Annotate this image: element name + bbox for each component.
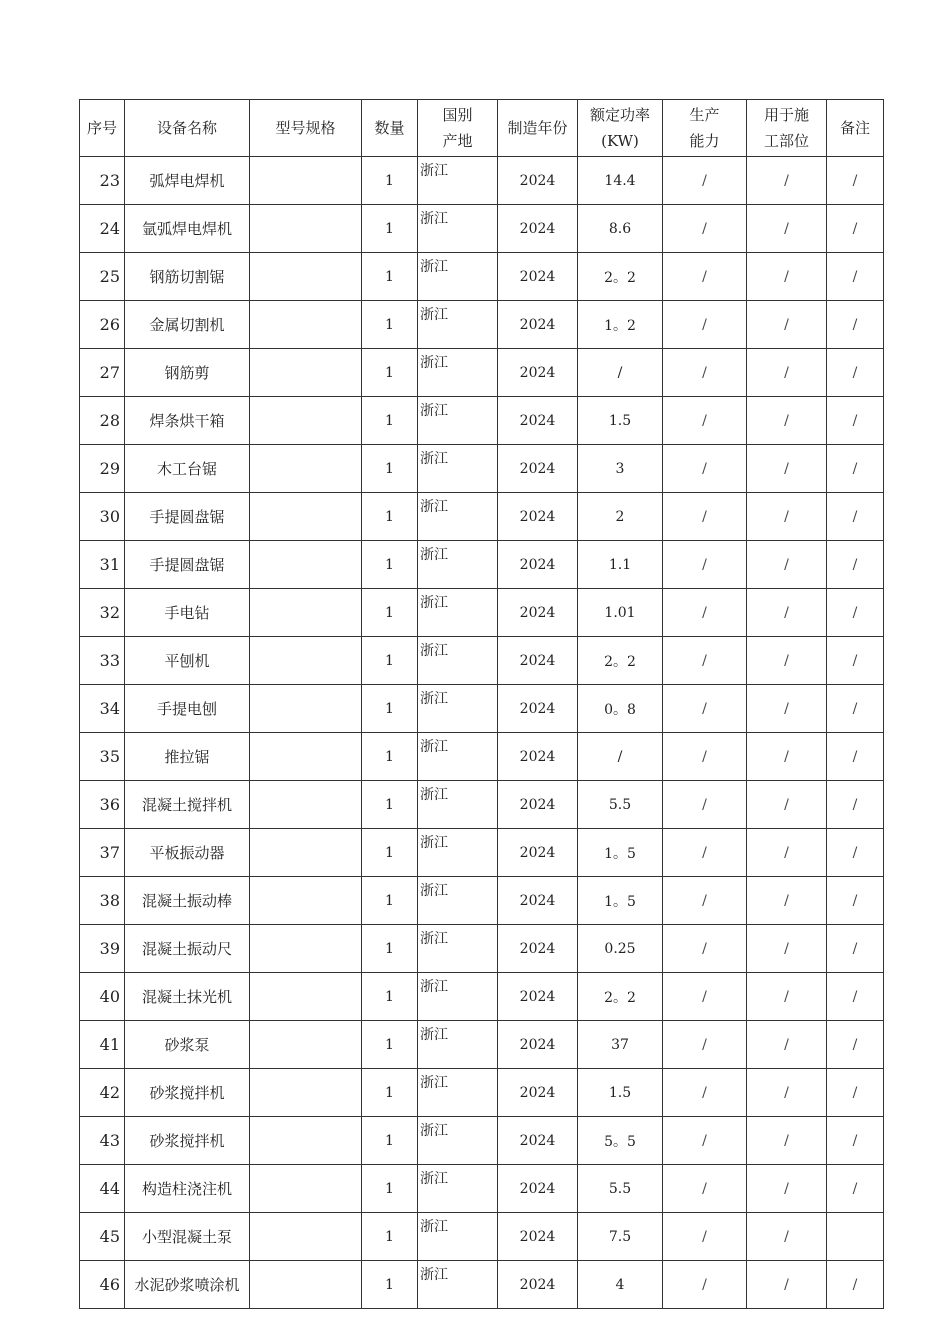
- cell-name: 钢筋切割锯: [125, 253, 250, 301]
- cell-model: [250, 397, 362, 445]
- cell-model: [250, 589, 362, 637]
- cell-origin: 浙江: [418, 541, 498, 589]
- cell-location: /: [747, 301, 827, 349]
- cell-no: 43: [80, 1117, 125, 1165]
- cell-name: 平刨机: [125, 637, 250, 685]
- table-row: [80, 1021, 884, 1069]
- table-row: [80, 1165, 884, 1213]
- header-origin-line2: 产地: [442, 132, 473, 150]
- cell-capacity: /: [663, 349, 747, 397]
- cell-power: 4: [578, 1261, 663, 1309]
- cell-location: /: [747, 1069, 827, 1117]
- cell-capacity: /: [663, 1117, 747, 1165]
- header-year: 制造年份: [498, 100, 578, 157]
- cell-no: 38: [80, 877, 125, 925]
- cell-year: 2024: [498, 973, 578, 1021]
- cell-capacity: /: [663, 493, 747, 541]
- cell-no: 35: [80, 733, 125, 781]
- cell-qty: 1: [362, 205, 418, 253]
- header-power-line1: 额定功率: [589, 106, 650, 124]
- header-capacity: [663, 100, 747, 157]
- cell-qty: 1: [362, 589, 418, 637]
- cell-model: [250, 1261, 362, 1309]
- table-row: [80, 781, 884, 829]
- cell-remark: /: [827, 1165, 884, 1213]
- cell-remark: /: [827, 637, 884, 685]
- cell-qty: 1: [362, 973, 418, 1021]
- cell-model: [250, 541, 362, 589]
- cell-year: 2024: [498, 733, 578, 781]
- table-row: [80, 157, 884, 205]
- cell-remark: /: [827, 733, 884, 781]
- header-location-line2: 工部位: [763, 132, 809, 150]
- cell-remark: /: [827, 685, 884, 733]
- header-origin-line1: 国别: [442, 106, 473, 124]
- cell-location: /: [747, 1165, 827, 1213]
- cell-origin: 浙江: [418, 301, 498, 349]
- cell-capacity: /: [663, 445, 747, 493]
- cell-location: /: [747, 397, 827, 445]
- cell-qty: 1: [362, 397, 418, 445]
- cell-qty: 1: [362, 781, 418, 829]
- table-row: [80, 733, 884, 781]
- cell-year: 2024: [498, 445, 578, 493]
- cell-location: /: [747, 253, 827, 301]
- cell-capacity: /: [663, 589, 747, 637]
- cell-power: 0.25: [578, 925, 663, 973]
- cell-year: 2024: [498, 781, 578, 829]
- table-header-row: [80, 100, 884, 157]
- cell-remark: /: [827, 925, 884, 973]
- cell-qty: 1: [362, 925, 418, 973]
- cell-remark: /: [827, 349, 884, 397]
- cell-name: 平板振动器: [125, 829, 250, 877]
- cell-location: /: [747, 685, 827, 733]
- cell-remark: /: [827, 589, 884, 637]
- cell-year: 2024: [498, 301, 578, 349]
- cell-no: 30: [80, 493, 125, 541]
- equipment-table: [79, 99, 884, 1309]
- cell-name: 氩弧焊电焊机: [125, 205, 250, 253]
- table-row: [80, 397, 884, 445]
- cell-power: 7.5: [578, 1213, 663, 1261]
- cell-no: 29: [80, 445, 125, 493]
- cell-qty: 1: [362, 541, 418, 589]
- cell-year: 2024: [498, 925, 578, 973]
- cell-model: [250, 685, 362, 733]
- header-no: 序号: [80, 100, 125, 157]
- cell-name: 混凝土振动棒: [125, 877, 250, 925]
- cell-location: /: [747, 493, 827, 541]
- header-remark: 备注: [827, 100, 884, 157]
- cell-power: 37: [578, 1021, 663, 1069]
- cell-capacity: /: [663, 925, 747, 973]
- cell-model: [250, 157, 362, 205]
- table-row: [80, 973, 884, 1021]
- cell-model: [250, 973, 362, 1021]
- cell-year: 2024: [498, 1213, 578, 1261]
- cell-qty: 1: [362, 877, 418, 925]
- cell-capacity: /: [663, 253, 747, 301]
- cell-origin: 浙江: [418, 829, 498, 877]
- cell-power: /: [578, 733, 663, 781]
- cell-location: /: [747, 541, 827, 589]
- cell-no: 45: [80, 1213, 125, 1261]
- cell-capacity: /: [663, 205, 747, 253]
- cell-origin: 浙江: [418, 589, 498, 637]
- table-row: [80, 589, 884, 637]
- cell-origin: 浙江: [418, 877, 498, 925]
- cell-no: 40: [80, 973, 125, 1021]
- cell-qty: 1: [362, 1213, 418, 1261]
- cell-origin: 浙江: [418, 1117, 498, 1165]
- cell-power: 1。5: [578, 829, 663, 877]
- cell-no: 36: [80, 781, 125, 829]
- header-location: [747, 100, 827, 157]
- cell-model: [250, 781, 362, 829]
- cell-year: 2024: [498, 589, 578, 637]
- cell-remark: /: [827, 1021, 884, 1069]
- cell-name: 砂浆搅拌机: [125, 1069, 250, 1117]
- cell-qty: 1: [362, 493, 418, 541]
- cell-model: [250, 349, 362, 397]
- cell-origin: 浙江: [418, 397, 498, 445]
- cell-remark: /: [827, 493, 884, 541]
- cell-qty: 1: [362, 637, 418, 685]
- table-row: [80, 541, 884, 589]
- cell-qty: 1: [362, 1165, 418, 1213]
- cell-qty: 1: [362, 1117, 418, 1165]
- cell-qty: 1: [362, 1069, 418, 1117]
- cell-location: /: [747, 1213, 827, 1261]
- cell-qty: 1: [362, 733, 418, 781]
- cell-origin: 浙江: [418, 157, 498, 205]
- table-row: [80, 1213, 884, 1261]
- cell-power: 0。8: [578, 685, 663, 733]
- header-power: [578, 100, 663, 157]
- table-row: [80, 445, 884, 493]
- cell-qty: 1: [362, 253, 418, 301]
- cell-power: 2。2: [578, 973, 663, 1021]
- cell-name: 金属切割机: [125, 301, 250, 349]
- cell-capacity: /: [663, 877, 747, 925]
- cell-remark: /: [827, 1261, 884, 1309]
- cell-capacity: /: [663, 781, 747, 829]
- cell-location: /: [747, 445, 827, 493]
- table-row: [80, 1069, 884, 1117]
- table-row: [80, 205, 884, 253]
- cell-year: 2024: [498, 1117, 578, 1165]
- cell-name: 手提圆盘锯: [125, 493, 250, 541]
- cell-year: 2024: [498, 349, 578, 397]
- cell-year: 2024: [498, 637, 578, 685]
- cell-origin: 浙江: [418, 349, 498, 397]
- cell-remark: /: [827, 397, 884, 445]
- cell-model: [250, 829, 362, 877]
- cell-remark: /: [827, 1069, 884, 1117]
- table-row: [80, 637, 884, 685]
- cell-location: /: [747, 925, 827, 973]
- header-name: 设备名称: [125, 100, 250, 157]
- cell-name: 水泥砂浆喷涂机: [125, 1261, 250, 1309]
- cell-capacity: /: [663, 973, 747, 1021]
- cell-name: 木工台锯: [125, 445, 250, 493]
- table-row: [80, 877, 884, 925]
- cell-name: 混凝土振动尺: [125, 925, 250, 973]
- cell-model: [250, 445, 362, 493]
- header-origin: [418, 100, 498, 157]
- cell-year: 2024: [498, 253, 578, 301]
- cell-model: [250, 1213, 362, 1261]
- cell-model: [250, 1165, 362, 1213]
- cell-remark: /: [827, 253, 884, 301]
- cell-no: 31: [80, 541, 125, 589]
- cell-power: /: [578, 349, 663, 397]
- cell-year: 2024: [498, 685, 578, 733]
- cell-remark: /: [827, 541, 884, 589]
- cell-qty: 1: [362, 1021, 418, 1069]
- cell-origin: 浙江: [418, 925, 498, 973]
- cell-name: 手提圆盘锯: [125, 541, 250, 589]
- cell-power: 5.5: [578, 781, 663, 829]
- cell-year: 2024: [498, 205, 578, 253]
- cell-remark: /: [827, 1117, 884, 1165]
- cell-no: 41: [80, 1021, 125, 1069]
- cell-year: 2024: [498, 1261, 578, 1309]
- cell-power: 2。2: [578, 253, 663, 301]
- cell-origin: 浙江: [418, 493, 498, 541]
- table-row: [80, 493, 884, 541]
- table-row: [80, 1117, 884, 1165]
- cell-capacity: /: [663, 733, 747, 781]
- cell-qty: 1: [362, 445, 418, 493]
- cell-power: 2。2: [578, 637, 663, 685]
- cell-origin: 浙江: [418, 1261, 498, 1309]
- cell-location: /: [747, 829, 827, 877]
- cell-no: 44: [80, 1165, 125, 1213]
- cell-origin: 浙江: [418, 1069, 498, 1117]
- cell-origin: 浙江: [418, 445, 498, 493]
- cell-location: /: [747, 205, 827, 253]
- cell-name: 小型混凝土泵: [125, 1213, 250, 1261]
- table-row: [80, 1261, 884, 1309]
- header-power-line2: (KW): [601, 132, 639, 150]
- cell-name: 推拉锯: [125, 733, 250, 781]
- table-row: [80, 685, 884, 733]
- cell-location: /: [747, 349, 827, 397]
- cell-no: 33: [80, 637, 125, 685]
- cell-no: 24: [80, 205, 125, 253]
- cell-qty: 1: [362, 1261, 418, 1309]
- cell-power: 1.5: [578, 397, 663, 445]
- cell-no: 42: [80, 1069, 125, 1117]
- cell-year: 2024: [498, 829, 578, 877]
- cell-qty: 1: [362, 349, 418, 397]
- cell-year: 2024: [498, 397, 578, 445]
- cell-qty: 1: [362, 301, 418, 349]
- cell-model: [250, 493, 362, 541]
- table-row: [80, 301, 884, 349]
- cell-location: /: [747, 877, 827, 925]
- cell-model: [250, 733, 362, 781]
- header-capacity-line2: 能力: [689, 132, 720, 150]
- cell-model: [250, 1021, 362, 1069]
- cell-no: 32: [80, 589, 125, 637]
- cell-remark: /: [827, 205, 884, 253]
- cell-capacity: /: [663, 157, 747, 205]
- cell-capacity: /: [663, 1165, 747, 1213]
- cell-capacity: /: [663, 829, 747, 877]
- cell-origin: 浙江: [418, 973, 498, 1021]
- cell-year: 2024: [498, 877, 578, 925]
- cell-no: 39: [80, 925, 125, 973]
- cell-qty: 1: [362, 685, 418, 733]
- table-row: [80, 349, 884, 397]
- cell-origin: 浙江: [418, 733, 498, 781]
- cell-no: 23: [80, 157, 125, 205]
- cell-model: [250, 1069, 362, 1117]
- cell-model: [250, 925, 362, 973]
- cell-no: 46: [80, 1261, 125, 1309]
- cell-name: 焊条烘干箱: [125, 397, 250, 445]
- cell-origin: 浙江: [418, 1213, 498, 1261]
- cell-origin: 浙江: [418, 781, 498, 829]
- cell-capacity: /: [663, 1069, 747, 1117]
- cell-no: 34: [80, 685, 125, 733]
- cell-location: /: [747, 1021, 827, 1069]
- cell-model: [250, 1117, 362, 1165]
- cell-model: [250, 301, 362, 349]
- header-location-line1: 用于施: [763, 106, 809, 124]
- cell-location: /: [747, 973, 827, 1021]
- table-row: [80, 253, 884, 301]
- cell-model: [250, 253, 362, 301]
- cell-origin: 浙江: [418, 253, 498, 301]
- cell-location: /: [747, 1117, 827, 1165]
- cell-model: [250, 637, 362, 685]
- cell-name: 混凝土抹光机: [125, 973, 250, 1021]
- cell-name: 砂浆搅拌机: [125, 1117, 250, 1165]
- cell-power: 1.5: [578, 1069, 663, 1117]
- cell-name: 钢筋剪: [125, 349, 250, 397]
- cell-qty: 1: [362, 157, 418, 205]
- table-row: [80, 829, 884, 877]
- cell-capacity: /: [663, 637, 747, 685]
- cell-capacity: /: [663, 685, 747, 733]
- cell-year: 2024: [498, 1165, 578, 1213]
- cell-year: 2024: [498, 1021, 578, 1069]
- cell-origin: 浙江: [418, 637, 498, 685]
- cell-capacity: /: [663, 397, 747, 445]
- cell-remark: /: [827, 157, 884, 205]
- cell-location: /: [747, 781, 827, 829]
- cell-name: 弧焊电焊机: [125, 157, 250, 205]
- header-model: 型号规格: [250, 100, 362, 157]
- table-body: [80, 157, 884, 1309]
- cell-remark: /: [827, 877, 884, 925]
- cell-origin: 浙江: [418, 685, 498, 733]
- cell-qty: 1: [362, 829, 418, 877]
- cell-remark: /: [827, 973, 884, 1021]
- cell-power: 14.4: [578, 157, 663, 205]
- cell-power: 5.5: [578, 1165, 663, 1213]
- cell-model: [250, 205, 362, 253]
- cell-remark: /: [827, 781, 884, 829]
- cell-capacity: /: [663, 301, 747, 349]
- cell-origin: 浙江: [418, 1165, 498, 1213]
- header-qty: 数量: [362, 100, 418, 157]
- cell-no: 27: [80, 349, 125, 397]
- cell-power: 1.1: [578, 541, 663, 589]
- cell-power: 3: [578, 445, 663, 493]
- cell-remark: [827, 1213, 884, 1261]
- cell-capacity: /: [663, 1021, 747, 1069]
- cell-capacity: /: [663, 1213, 747, 1261]
- cell-year: 2024: [498, 493, 578, 541]
- cell-no: 37: [80, 829, 125, 877]
- cell-name: 手提电刨: [125, 685, 250, 733]
- cell-location: /: [747, 733, 827, 781]
- cell-name: 构造柱浇注机: [125, 1165, 250, 1213]
- cell-no: 28: [80, 397, 125, 445]
- cell-location: /: [747, 157, 827, 205]
- cell-power: 2: [578, 493, 663, 541]
- cell-location: /: [747, 637, 827, 685]
- cell-name: 砂浆泵: [125, 1021, 250, 1069]
- header-capacity-line1: 生产: [689, 106, 720, 124]
- cell-capacity: /: [663, 541, 747, 589]
- cell-name: 手电钻: [125, 589, 250, 637]
- cell-no: 25: [80, 253, 125, 301]
- cell-model: [250, 877, 362, 925]
- cell-year: 2024: [498, 541, 578, 589]
- cell-year: 2024: [498, 1069, 578, 1117]
- cell-capacity: /: [663, 1261, 747, 1309]
- cell-no: 26: [80, 301, 125, 349]
- cell-power: 1。2: [578, 301, 663, 349]
- cell-name: 混凝土搅拌机: [125, 781, 250, 829]
- cell-origin: 浙江: [418, 205, 498, 253]
- cell-remark: /: [827, 301, 884, 349]
- cell-power: 8.6: [578, 205, 663, 253]
- cell-location: /: [747, 1261, 827, 1309]
- cell-remark: /: [827, 445, 884, 493]
- table-row: [80, 925, 884, 973]
- cell-remark: /: [827, 829, 884, 877]
- cell-power: 1.01: [578, 589, 663, 637]
- cell-location: /: [747, 589, 827, 637]
- cell-origin: 浙江: [418, 1021, 498, 1069]
- cell-power: 1。5: [578, 877, 663, 925]
- cell-year: 2024: [498, 157, 578, 205]
- cell-power: 5。5: [578, 1117, 663, 1165]
